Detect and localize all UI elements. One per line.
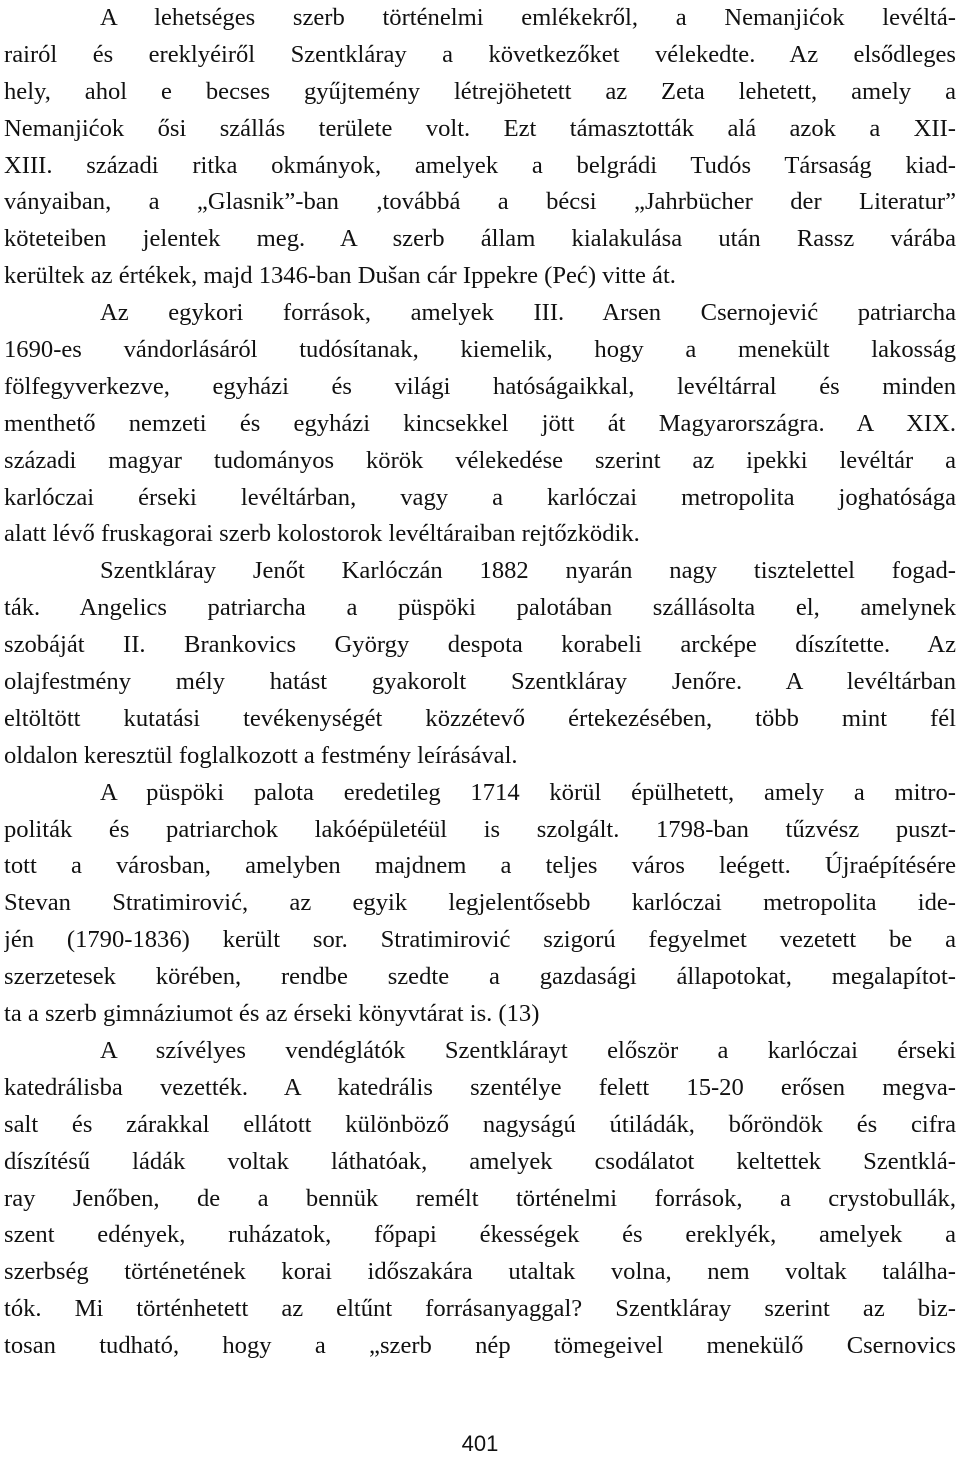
text-line: salt és zárakkal ellátott különböző nagyságú útiládák, bőröndök és cifra: [4, 1110, 956, 1138]
document-page: [4, 0, 956, 1461]
text-line: tosan tudható, hogy a „szerb nép tömegeivel menekülő Csernovics: [4, 1332, 956, 1360]
text-line: tott a városban, amelyben majdnem a teljes város leégett. Újraépítésére: [4, 852, 956, 880]
text-line: politák és patriarchok lakóépületéül is szolgált. 1798-ban tűzvész puszt-: [4, 815, 956, 843]
text-line: Nemanjićok ősi szállás területe volt. Ezt támasztották alá azok a XII-: [4, 114, 956, 142]
text-line: tók. Mi történhetett az eltűnt forrásanyaggal? Szentkláray szerint az biz-: [4, 1295, 956, 1323]
text-line: századi magyar tudományos körök vélekedése szerint az ipekki levéltár a: [4, 446, 956, 474]
text-line: alatt lévő fruskagorai szerb kolostorok levéltáraiban rejtőzködik.: [4, 520, 640, 548]
paragraph-4: [4, 775, 956, 1033]
text-line: szerbség történetének korai időszakára utaltak volna, nem voltak találha-: [4, 1258, 956, 1286]
text-line: díszítésű ládák voltak láthatóak, amelyek csodálatot keltettek Szentklá-: [4, 1147, 956, 1175]
text-line: jén (1790-1836) került sor. Stratimirović szigorú fegyelmet vezetett be a: [4, 926, 956, 954]
text-line: kerültek az értékek, majd 1346-ban Dušan cár Ippekre (Peć) vitte át.: [4, 262, 676, 290]
text-line: szent edények, ruházatok, főpapi ékességek és ereklyék, amelyek a: [4, 1221, 956, 1249]
page-number: 401: [461, 1431, 499, 1456]
text-line: ták. Angelics patriarcha a püspöki palotában szállásolta el, amelynek: [4, 594, 956, 622]
text-line: rairól és ereklyéiről Szentkláray a következőket vélekedte. Az elsődleges: [4, 40, 956, 68]
text-line: katedrálisba vezették. A katedrális szentélye felett 15-20 erősen megva-: [4, 1073, 956, 1101]
text-line: olajfestmény mély hatást gyakorolt Szentkláray Jenőre. A levéltárban: [4, 668, 956, 696]
text-line: fölfegyverkezve, egyházi és világi hatóságaikkal, levéltárral és minden: [4, 372, 956, 400]
text-line: A szívélyes vendéglátók Szentklárayt először a karlóczai érseki: [100, 1036, 956, 1064]
text-line: karlóczai érseki levéltárban, vagy a karlóczai metropolita joghatósága: [4, 483, 956, 511]
text-line: Szentkláray Jenőt Karlóczán 1882 nyarán nagy tisztelettel fogad-: [100, 557, 956, 585]
text-line: ray Jenőben, de a bennük remélt történelmi források, a crystobullák,: [4, 1184, 956, 1212]
text-line: szobáját II. Brankovics György despota korabeli arcképe díszítette. Az: [4, 631, 956, 659]
text-line: Stevan Stratimirović, az egyik legjelentősebb karlóczai metropolita ide-: [4, 889, 956, 917]
paragraph-3: [4, 553, 956, 774]
text-line: ta a szerb gimnáziumot és az érseki könyvtárat is. (13): [4, 1000, 540, 1028]
text-line: Az egykori források, amelyek III. Arsen Csernojević patriarcha: [100, 299, 956, 327]
paragraph-2: [4, 295, 956, 553]
text-line: köteteiben jelentek meg. A szerb állam kialakulása után Rassz várába: [4, 225, 956, 253]
text-line: A lehetséges szerb történelmi emlékekről, a Nemanjićok levéltá-: [100, 4, 956, 31]
text-line: hely, ahol e becses gyűjtemény létrejöhetett az Zeta lehetett, amely a: [4, 77, 956, 105]
text-line: eltöltött kutatási tevékenységét közzétevő értekezésében, több mint fél: [4, 704, 956, 732]
body-text: [4, 0, 956, 1365]
text-line: ványaiban, a „Glasnik”-ban ,továbbá a bécsi „Jahrbücher der Literatur”: [4, 188, 956, 216]
text-line: 1690-es vándorlásáról tudósítanak, kiemelik, hogy a menekült lakosság: [4, 336, 956, 364]
paragraph-5: [4, 1033, 956, 1365]
text-line: XIII. századi ritka okmányok, amelyek a belgrádi Tudós Társaság kiad-: [4, 151, 956, 179]
text-line: menthető nemzeti és egyházi kincsekkel jött át Magyarországra. A XIX.: [4, 409, 956, 437]
paragraph-1: [4, 0, 956, 295]
text-line: szerzetesek körében, rendbe szedte a gazdasági állapotokat, megalapítot-: [4, 963, 956, 991]
text-line: A püspöki palota eredetileg 1714 körül épülhetett, amely a mitro-: [100, 778, 956, 806]
text-line: oldalon keresztül foglalkozott a festmény leírásával.: [4, 741, 518, 769]
